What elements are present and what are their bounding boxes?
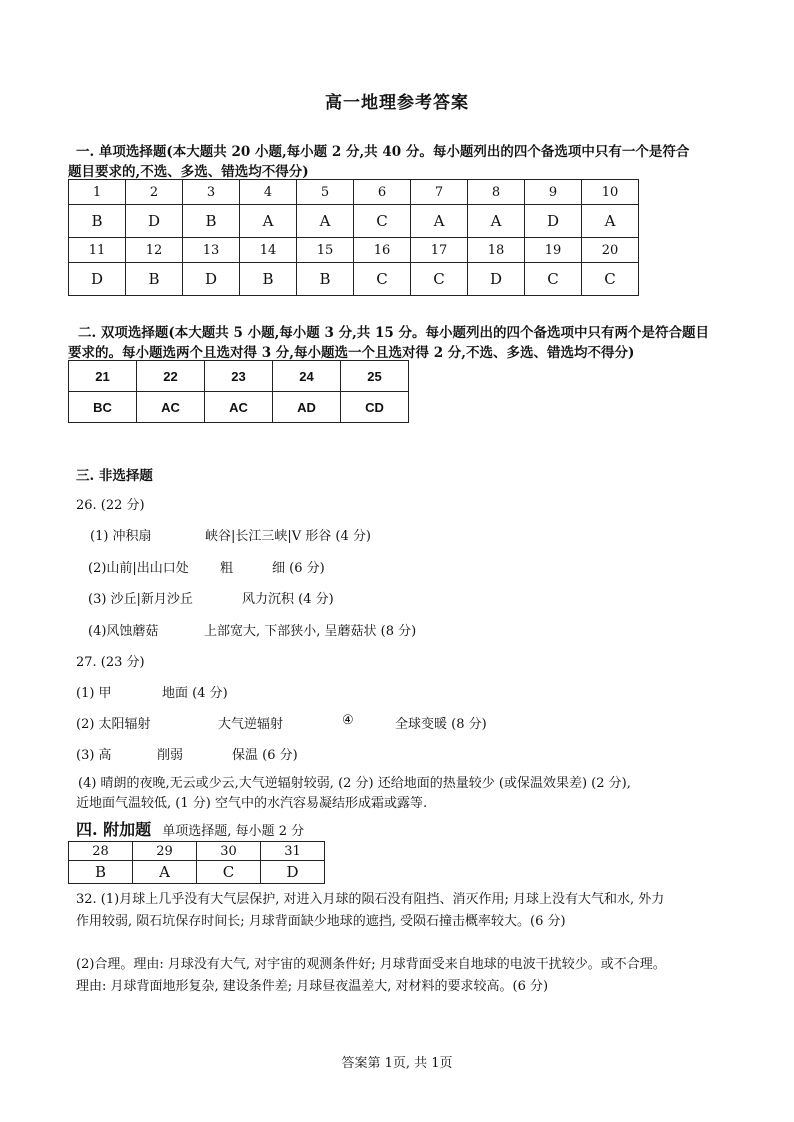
section1-heading-line1: 一. 单项选择题(本大题共 20 小题,每小题 2 分,共 40 分。每小题列出的四个备选项中只有一个是符合 bbox=[76, 144, 690, 160]
q27-label: 27. (23 分) bbox=[76, 655, 145, 670]
answer-cell: B bbox=[69, 205, 126, 238]
answer-cell: C bbox=[525, 263, 582, 296]
question-number: 7 bbox=[411, 180, 468, 205]
q26-answer-4b: 上部宽大, 下部狭小, 呈蘑菇状 (8 分) bbox=[204, 624, 417, 639]
q32-2-line1: (2)合理。理由: 月球没有大气, 对宇宙的观测条件好; 月球背面受来自地球的电波干扰较少。或不合理。 bbox=[76, 957, 666, 972]
answer-cell: B bbox=[126, 263, 183, 296]
question-number: 10 bbox=[582, 180, 639, 205]
question-number: 15 bbox=[297, 238, 354, 263]
answer-cell: B bbox=[183, 205, 240, 238]
question-number: 6 bbox=[354, 180, 411, 205]
answer-cell: AC bbox=[137, 392, 205, 423]
question-number: 29 bbox=[133, 842, 197, 861]
q27-answer-3b: 削弱 bbox=[157, 748, 184, 763]
question-number: 8 bbox=[468, 180, 525, 205]
answer-cell: AC bbox=[205, 392, 273, 423]
q27-answer-2d: 全球变暖 (8 分) bbox=[395, 717, 487, 732]
question-number: 1 bbox=[69, 180, 126, 205]
answer-cell: D bbox=[525, 205, 582, 238]
q27-answer-2a: (2) 太阳辐射 bbox=[76, 717, 151, 732]
q27-answer-1a: (1) 甲 bbox=[76, 686, 112, 701]
question-number: 24 bbox=[273, 361, 341, 392]
answer-cell: BC bbox=[69, 392, 137, 423]
question-number: 22 bbox=[137, 361, 205, 392]
bonus-answer-table bbox=[68, 841, 325, 884]
table-row bbox=[69, 263, 639, 296]
answer-cell: D bbox=[69, 263, 126, 296]
answer-cell: D bbox=[126, 205, 183, 238]
q26-answer-2a: (2)山前|出山口处 bbox=[88, 561, 189, 576]
answer-cell: C bbox=[582, 263, 639, 296]
single-choice-answer-table bbox=[68, 179, 639, 296]
q26-answer-3a: (3) 沙丘|新月沙丘 bbox=[88, 592, 193, 607]
table-row bbox=[69, 361, 409, 392]
answer-cell: A bbox=[582, 205, 639, 238]
table-row bbox=[69, 861, 325, 884]
answer-cell: A bbox=[240, 205, 297, 238]
question-number: 4 bbox=[240, 180, 297, 205]
question-number: 11 bbox=[69, 238, 126, 263]
section1-heading-line2: 题目要求的,不选、多选、错选均不得分) bbox=[68, 164, 309, 180]
question-number: 25 bbox=[341, 361, 409, 392]
section3-heading: 三. 非选择题 bbox=[76, 468, 153, 484]
q26-answer-2b: 粗 bbox=[220, 561, 234, 576]
section4-title: 四. 附加题 bbox=[76, 820, 152, 839]
question-number: 19 bbox=[525, 238, 582, 263]
table-row bbox=[69, 205, 639, 238]
question-number: 16 bbox=[354, 238, 411, 263]
answer-cell: B bbox=[69, 861, 133, 884]
q27-answer-3c: 保温 (6 分) bbox=[232, 748, 298, 763]
q26-answer-1b: 峡谷|长江三峡|V 形谷 (4 分) bbox=[205, 529, 371, 544]
table-row bbox=[69, 180, 639, 205]
question-number: 17 bbox=[411, 238, 468, 263]
q32-1-line1: 32. (1)月球上几乎没有大气层保护, 对进入月球的陨石没有阻挡、消灭作用; 月球上没有大气和水, 外力 bbox=[76, 892, 665, 907]
question-number: 9 bbox=[525, 180, 582, 205]
answer-cell: AD bbox=[273, 392, 341, 423]
q27-answer-2c: ④ bbox=[342, 713, 354, 728]
q26-answer-3b: 风力沉积 (4 分) bbox=[242, 592, 334, 607]
answer-cell: C bbox=[354, 263, 411, 296]
q27-answer-2b: 大气逆辐射 bbox=[218, 717, 284, 732]
answer-cell: C bbox=[354, 205, 411, 238]
q32-1-line2: 作用较弱, 陨石坑保存时间长; 月球背面缺少地球的遮挡, 受陨石撞击概率较大。(6 分) bbox=[76, 914, 566, 929]
table-row bbox=[69, 392, 409, 423]
q27-answer-1b: 地面 (4 分) bbox=[162, 686, 228, 701]
answer-cell: A bbox=[468, 205, 525, 238]
answer-cell: D bbox=[261, 861, 325, 884]
table-row bbox=[69, 238, 639, 263]
answer-cell: C bbox=[411, 263, 468, 296]
q27-answer-4-line1: (4) 晴朗的夜晚,无云或少云,大气逆辐射较弱, (2 分) 还给地面的热量较少 (或保温效果差) (2 分), bbox=[78, 776, 631, 791]
section4-heading bbox=[76, 817, 304, 840]
question-number: 13 bbox=[183, 238, 240, 263]
q27-answer-3a: (3) 高 bbox=[76, 748, 112, 763]
page-footer: 答案第 1页, 共 1页 bbox=[341, 1056, 453, 1071]
question-number: 14 bbox=[240, 238, 297, 263]
q27-answer-4-line2: 近地面气温较低, (1 分) 空气中的水汽容易凝结形成霜或露等. bbox=[76, 796, 428, 811]
section2-heading-line2: 要求的。每小题选两个且选对得 3 分,每小题选一个且选对得 2 分,不选、多选、错选均不得分) bbox=[68, 345, 635, 361]
section2-heading-line1: 二. 双项选择题(本大题共 5 小题,每小题 3 分,共 15 分。每小题列出的四个备选项中只有两个是符合题目 bbox=[78, 325, 709, 341]
answer-cell: A bbox=[133, 861, 197, 884]
question-number: 30 bbox=[197, 842, 261, 861]
q32-2-line2: 理由: 月球背面地形复杂, 建设条件差; 月球昼夜温差大, 对材料的要求较高。(6 分) bbox=[76, 979, 549, 994]
answer-cell: D bbox=[468, 263, 525, 296]
answer-cell: B bbox=[240, 263, 297, 296]
answer-cell: A bbox=[411, 205, 468, 238]
answer-cell: D bbox=[183, 263, 240, 296]
double-choice-answer-table bbox=[68, 360, 409, 423]
question-number: 12 bbox=[126, 238, 183, 263]
question-number: 18 bbox=[468, 238, 525, 263]
question-number: 23 bbox=[205, 361, 273, 392]
question-number: 3 bbox=[183, 180, 240, 205]
question-number: 28 bbox=[69, 842, 133, 861]
answer-cell: B bbox=[297, 263, 354, 296]
table-row bbox=[69, 842, 325, 861]
question-number: 20 bbox=[582, 238, 639, 263]
question-number: 31 bbox=[261, 842, 325, 861]
q26-answer-1a: (1) 冲积扇 bbox=[90, 529, 152, 544]
page-title: 高一地理参考答案 bbox=[325, 93, 469, 113]
question-number: 2 bbox=[126, 180, 183, 205]
question-number: 21 bbox=[69, 361, 137, 392]
question-number: 5 bbox=[297, 180, 354, 205]
answer-cell: C bbox=[197, 861, 261, 884]
answer-cell: CD bbox=[341, 392, 409, 423]
section4-subtitle: 单项选择题, 每小题 2 分 bbox=[162, 824, 305, 839]
q26-answer-2c: 细 (6 分) bbox=[272, 561, 325, 576]
q26-label: 26. (22 分) bbox=[76, 498, 145, 513]
answer-cell: A bbox=[297, 205, 354, 238]
q26-answer-4a: (4)风蚀蘑菇 bbox=[88, 624, 159, 639]
